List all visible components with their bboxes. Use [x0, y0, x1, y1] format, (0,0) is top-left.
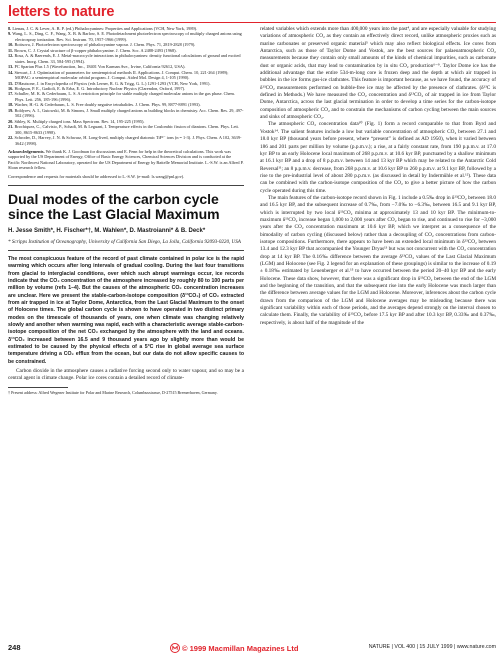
reference-text: Schuller, M. K. & Cederbaum, L. S. A restriction principle for stable multiply charged molecular anions in the gas phase. Chem. Phys. Lett. 256, 185-196 (1996). [14, 91, 235, 102]
reference-text: Hodgson, P. E., Gadioli, E. & Erba, E. G. Introductory Nuclear Physics (Clarendon, Oxford, 1997). [14, 85, 186, 91]
page-footer [8, 642, 496, 656]
reference-list [8, 26, 244, 146]
macmillan-logo-icon [170, 643, 180, 653]
reference-number: 18. [8, 102, 14, 108]
reference-number: 13. [8, 64, 14, 70]
body-paragraph: The atmospheric CO₂ concentration data¹⁰ (Fig. 1) form a record comparable to that from Byrd and Vostok¹⁴. The salient features include a low but variable concentration of atmospheric CO₂ between 27.1 and 18.0 kyr BP (thousand years before present, where “present” is defined as AD 1950), when it varied between 186 and 201 parts per million by volume (p.p.m.v.); a rise, at a fairly constant rate, from 190 p.p.m.v. at 17.0 kyr BP to an early Holocene local maximum of 268 p.p.m.v. at 10.6 kyr BP, punctuated by a shallow minimum at 16.1 kyr BP and a drop of 8 p.p.m.v. between 14 and 13 kyr BP which may be related to the Antarctic Cold Reversal¹¹; an 8 p.p.m.v. decrease, from 268 p.p.m.v. at 10.6 kyr BP to 260 p.p.m.v. at 9.1 kyr BP, followed by a rise to the pre-industrial level of about 280 p.p.m.v. (as discussed in detail by Indermühle et al.¹²). These data can be combined with the carbon-isotope composition of the CO₂ to give a better picture of how the carbon cycle operated during this time. [260, 121, 496, 194]
reference-item [8, 31, 244, 42]
reference-text: PC Spartan Plus 1.5 (Wavefunction, Inc., 18401 Von Karman Ave., Irvine, California 92612, USA). [14, 64, 186, 70]
acknowledgements-label: Acknowledgements. [8, 148, 45, 154]
footnote-divider [8, 387, 68, 388]
reference-number: 19. [8, 107, 14, 113]
page-header [8, 4, 496, 22]
article-abstract: The most conspicuous feature of the record of past climate contained in polar ice is the rapid warming which occurs after long intervals of gradual cooling. During the last four transitions from glacial to interglacial conditions, over which such abrupt warmings occur, ice records indicate that the CO₂ concentration of the atmosphere increased by roughly 80 to 100 parts per million by volume (refs 1–4). But the causes of the atmospheric CO₂ concentration increases are unclear. Here we present the stable-carbon-isotope composition (δ¹³CO₂) of CO₂ extracted from air trapped in ice at Taylor Dome, Antarctica, from the Last Glacial Maximum to the onset of Holocene times. The global carbon cycle is shown to have operated in two distinct primary modes on the timescale of thousands of years, one when climate was changing relatively slowly and another when warming was rapid, each with a characteristic average stable-carbon-isotope composition of the net CO₂ exchanged by the atmosphere with the land and oceans. δ¹³CO₂ increased between 16.5 and 9 thousand years ago by slightly more than would be estimated to be caused by the physical effects of a 5°C rise in global average sea surface temperature driving a CO₂ efflux from the ocean, but our data do not allow specific causes to be constrained. [8, 255, 244, 365]
reference-item [8, 124, 244, 135]
reference-text: Schroder, D., Harvey, J. N. & Schwarz, H. Long-lived, multiply charged diatomic TiF³⁻ ions (n = 1-3). J. Phys. Chem. A 102, 3639-3642 (1998). [14, 135, 242, 146]
reference-number: 12. [8, 53, 14, 59]
copyright-notice [170, 643, 298, 653]
reference-text: Sibley, K. Multiply charged ions. Mass Spectrom. Rev. 14, 195-225 (1995). [14, 118, 145, 124]
reference-number: 14. [8, 69, 14, 75]
acknowledgements [8, 149, 244, 171]
article-affiliation: * Scripps Institution of Oceanography, University of California San Diego, La Jolla, California 92093-0220, USA [8, 238, 241, 245]
reference-item [8, 70, 244, 81]
article-authors: H. Jesse Smith*, H. Fischer*†, M. Wahlen*, D. Mastroianni* & B. Deck* [8, 228, 206, 235]
reference-item [8, 108, 244, 119]
left-column [8, 26, 244, 395]
article-divider [8, 185, 244, 186]
reference-text: Wacher, H.-G. & Cederbaum, L. S. Free doubly negative tetrahalides. J. Chem. Phys. 99, 8877-8891 (1993). [14, 102, 201, 108]
header-rule [8, 22, 496, 23]
reference-number: 17. [8, 91, 14, 97]
reference-text: Lienau, J. C. & Lever, A. B. P. (ed.) Phthalocyanines: Properties and Applications (VCH, New York, 1989). [12, 26, 198, 31]
reference-text: Stewart, J. J. Optimization of parameters for semiempirical methods II. Applications. J. Comput. Chem. 10, 221-264 (1989); MOPAC: a semiempirical molecular orbital program. J. Comput. Aided Mol. Design 4, 1-105 (1990). [14, 69, 229, 81]
journal-citation: NATURE | VOL 400 | 15 JULY 1999 | www.nature.com [368, 644, 496, 650]
correspondence: Correspondence and requests for materials should be addressed to L.-S.W. (e-mail: ls.wang@pnl.gov). [8, 173, 185, 179]
reference-number: 9. [8, 31, 12, 37]
body-paragraph: Carbon dioxide in the atmosphere causes a radiative forcing second only to water vapour, and so may be a central agent in climate change. Polar ice cores contain a detailed record of climate- [8, 368, 244, 382]
reference-item [8, 91, 244, 102]
reference-number: 22. [8, 135, 14, 141]
reference-number: 21. [8, 124, 14, 130]
body-paragraph: related variables which extends more than 400,000 years into the past⁴, and are especially valuable for studying variations of atmospheric CO₂ as they contain an effectively direct record, unlike atmospheric proxies such as marine carbonates or preserved organic material⁵ which may also reflect biological effects. Ice cores from Antarctica, such as those of Taylor Dome and Vostok, are the best sources for palaeoatmospheric CO₂ measurements because they contain only small amounts of the kinds of chemical impurities, such as carbonate dust or organic acids, that may lead to contamination by in situ CO₂ production⁶⁻⁹. Taylor Dome ice has the additional advantage that the entire 534-m-long core is frozen deep and the depth at which air trapped in bubbles in the ice forms gas-ice clathrates. This feature is important because, as we have found, the accuracy of δ¹³CO₂ measurements performed on bubble-free ice may be affected by the presence of clathrates. (δ¹³C is defined in Methods.) We have measured the CO₂ concentration and δ¹³CO₂ of air trapped in ice from Taylor Dome, Antarctica, across the last glacial termination in order to develop a time series for the carbon-isotope composition of atmospheric CO₂ and to constrain the mechanisms of carbon cycling between the main sources and sinks of atmospheric CO₂. [260, 26, 496, 121]
acknowledgements-text: We thank K. J. Goodman for discussions and E. Fenn for help in the theoretical calculations. This work was supported by the US Department of Energy, Office of Basic Energy Sciences, Chemical Sciences Division and is conducted at the Pacific Northwest National Laboratory, operated for the US Department of Energy by Battelle Memorial Institute. L.-S.W. is an Alfred P. Sloan research fellow. [8, 148, 244, 171]
reference-item [8, 135, 244, 146]
reference-number: 10. [8, 42, 14, 48]
reference-number: 8. [8, 26, 12, 31]
reference-number: 16. [8, 85, 14, 91]
affiliation-divider [8, 250, 244, 251]
reference-item [8, 53, 244, 64]
footnote: † Present address: Alfred Wegener Institute for Polar and Marine Research, Columbusstrasse, D-27515 Bremerhaven, Germany. [8, 389, 218, 395]
reference-text: Boitsova, J. Photoelectron spectroscopy of phthalocyanine vapour. J. Chem. Phys. 71, 2819-2828 (1979). [14, 42, 196, 48]
reference-number: 20. [8, 118, 14, 124]
reference-text: D'Hautsone, J. in Encyclopedia of Physics (eds Lerner, R. G. & Trigg, G. L.) 1291-1293 (VCH, New York, 1991). [14, 80, 211, 86]
body-paragraph: The main features of the carbon-isotope record shown in Fig. 1 include a 0.5‰ drop in δ¹³CO₂ between 18.0 and 16.5 kyr BP, and the subsequent increase of 0.7‰, from −7.0‰ to −6.3‰, between 16.5 and 9.1 kyr BP, which is interrupted by two local δ¹³CO₂ minima at approximately 13 and 10 kyr BP. The minimum-to-maximum δ¹³CO₂ increase began 1,000 to 2,000 years after CO₂ began to rise, and continued to rise for ~3,000 years after the CO₂ concentration maximum at 10.6 kyr BP, which we interpret as a consequence of the bimodality of carbon cycling (discussed below) rather than a decoupling of CO₂ concentrations from carbon-isotope compositions. Furthermore, there appears to have been an extended local minimum in δ¹³CO₂ between 13.4 and 12.3 kyr BP that accompanied the Younger Dryas¹³ but was not concurrent with the CO₂ concentration drop at 14 kyr BP. The 0.16‰ difference between the average δ¹³CO₂ values of the Last Glacial Maximum (LGM) and Holocene (see Fig. 2 legend for an explanation of these groupings) is similar to the increase of 0.19 ± 0.18‰ estimated by Leuenberger et al.¹⁵ to have occurred between the period 20–40 kyr BP and the early Holocene. These data show, however, that there was a significant drop in δ¹³CO₂ between the end of the LGM and the beginning of the transition, and that the subsequent rise into the early Holocene was much larger than the difference between average values for the LGM and Holocene. Moreover, inferences about the carbon cycle drawn from the comparison of the LGM and Holocene averages may be misleading because there was significant variability within each of those periods, and the averages depend strongly on the interval chosen to calculate them. Finally, the variability of δ¹³CO₂ before 17.5 kyr BP and after 10.3 kyr BP, 0.33‰ and 0.37‰, respectively, is about half of the magnitude of the [260, 194, 496, 326]
copyright-text: © 1999 Macmillan Magazines Ltd [182, 643, 299, 653]
reference-text: Brown, C. J. Crystal structure of β-copper phthalocyanine. J. Chem. Soc. A 2488-2493 (1968). [14, 47, 177, 53]
section-title: letters to nature [8, 4, 115, 20]
article-title: Dual modes of the carbon cycle since the Last Glacial Maximum [8, 191, 220, 223]
reference-number: 15. [8, 80, 14, 86]
reference-text: Rosa, A. & Baerends, E. J. Metal-macrocycle interactions in phthalocyanines: density functional calculations of ground and excited states. Inorg. Chem. 33, 584-595 (1994). [14, 53, 241, 64]
reference-text: Boldyrev, A. I., Gutowski, M. & Simons, J. Small multiply charged anions as building blocks in chemistry. Acc. Chem. Res. 29, 497-502 (1996). [14, 107, 244, 119]
page-number: 248 [8, 643, 21, 652]
reference-text: Wang, L. S., Ding, C. F., Wang, X. B. & Barlow, S. E. Photodetachment photoelectron spectroscopy of multiply charged anions using electrospray ionization. Rev. Sci. Instrum. 70, 1957-1966 (1999). [12, 31, 242, 42]
reference-text: Brochiquez, C., Calvisio, P., Schadt, M. & Leguant, I. Temperature effects in the Coulombic fission of dianions. Chem. Phys. Lett. 300, 8615-8633 (1998). [14, 124, 239, 135]
right-column [260, 26, 496, 327]
reference-number: 11. [8, 47, 14, 53]
